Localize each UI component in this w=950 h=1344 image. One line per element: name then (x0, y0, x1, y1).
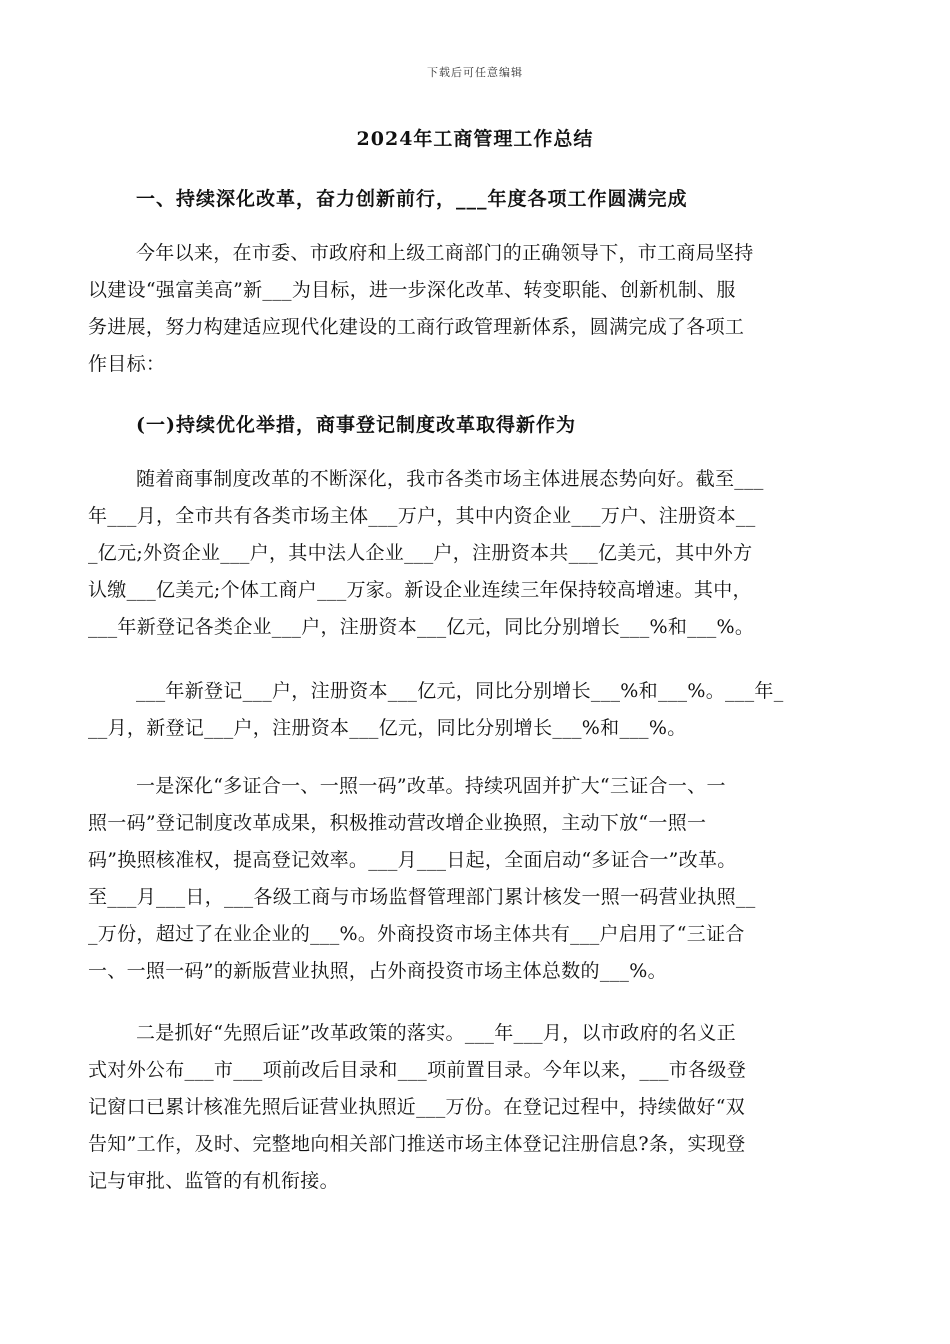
paragraph-line: __月，新登记___户，注册资本___亿元，同比分别增长___%和___%。 (88, 717, 687, 739)
paragraph-new-registrations (88, 673, 863, 747)
paragraph-market-entities (88, 461, 863, 646)
paragraph-line: 至___月___日，___各级工商与市场监督管理部门累计核发一照一码营业执照__ (88, 886, 756, 908)
paragraph-line: _万份，超过了在业企业的___%。外商投资市场主体共有___户启用了“三证合 (88, 923, 745, 945)
section-heading-1: 一、持续深化改革，奋力创新前行，___年度各项工作圆满完成 (136, 188, 688, 210)
paragraph-line: 随着商事制度改革的不断深化，我市各类市场主体进展态势向好。截至___ (136, 468, 764, 490)
page-title: 2024年工商管理工作总结 (356, 128, 594, 150)
subsection-heading-1: (一)持续优化举措，商事登记制度改革取得新作为 (136, 414, 576, 436)
paragraph-line: 认缴___亿美元;个体工商户___万家。新设企业连续三年保持较高增速。其中， (88, 579, 752, 601)
paragraph-multi-cert-reform (88, 768, 863, 990)
paragraph-line: 照一码”登记制度改革成果，积极推动营改增企业换照，主动下放“一照一 (88, 812, 707, 834)
paragraph-line: 务进展，努力构建适应现代化建设的工商行政管理新体系，圆满完成了各项工 (88, 316, 745, 338)
paragraph-line: 告知”工作，及时、完整地向相关部门推送市场主体登记注册信息?条，实现登 (88, 1133, 746, 1155)
paragraph-line: 以建设“强富美高”新___为目标，进一步深化改革、转变职能、创新机制、服 (88, 279, 736, 301)
paragraph-line: 今年以来，在市委、市政府和上级工商部门的正确领导下，市工商局坚持 (136, 242, 754, 264)
paragraph-line: 记窗口已累计核准先照后证营业执照近___万份。在登记过程中，持续做好“双 (88, 1096, 746, 1118)
paragraph-line: 年___月，全市共有各类市场主体___万户，其中内资企业___万户、注册资本__ (88, 505, 756, 527)
paragraph-line: 式对外公布___市___项前改后目录和___项前置目录。今年以来，___市各级登 (88, 1059, 747, 1081)
paragraph-intro (88, 235, 863, 383)
paragraph-line: 二是抓好“先照后证”改革政策的落实。___年___月，以市政府的名义正 (136, 1022, 736, 1044)
paragraph-line: 一是深化“多证合一、一照一码”改革。持续巩固并扩大“三证合一、一 (136, 775, 726, 797)
paragraph-line: 一、一照一码”的新版营业执照，占外商投资市场主体总数的___%。 (88, 960, 667, 982)
paragraph-license-first-reform (88, 1015, 863, 1200)
paragraph-line: _亿元;外资企业___户，其中法人企业___户，注册资本共___亿美元，其中外方 (88, 542, 753, 564)
paragraph-line: 记与审批、监管的有机衔接。 (88, 1170, 339, 1192)
paragraph-line: 码”换照核准权，提高登记效率。___月___日起，全面启动“多证合一”改革。 (88, 849, 737, 871)
header-note: 下载后可任意编辑 (427, 66, 523, 79)
paragraph-line: ___年新登记各类企业___户，注册资本___亿元，同比分别增长___%和___%。 (88, 616, 755, 638)
paragraph-line: ___年新登记___户，注册资本___亿元，同比分别增长___%和___%。___年_ (136, 680, 784, 702)
paragraph-line: 作目标： (88, 353, 166, 375)
